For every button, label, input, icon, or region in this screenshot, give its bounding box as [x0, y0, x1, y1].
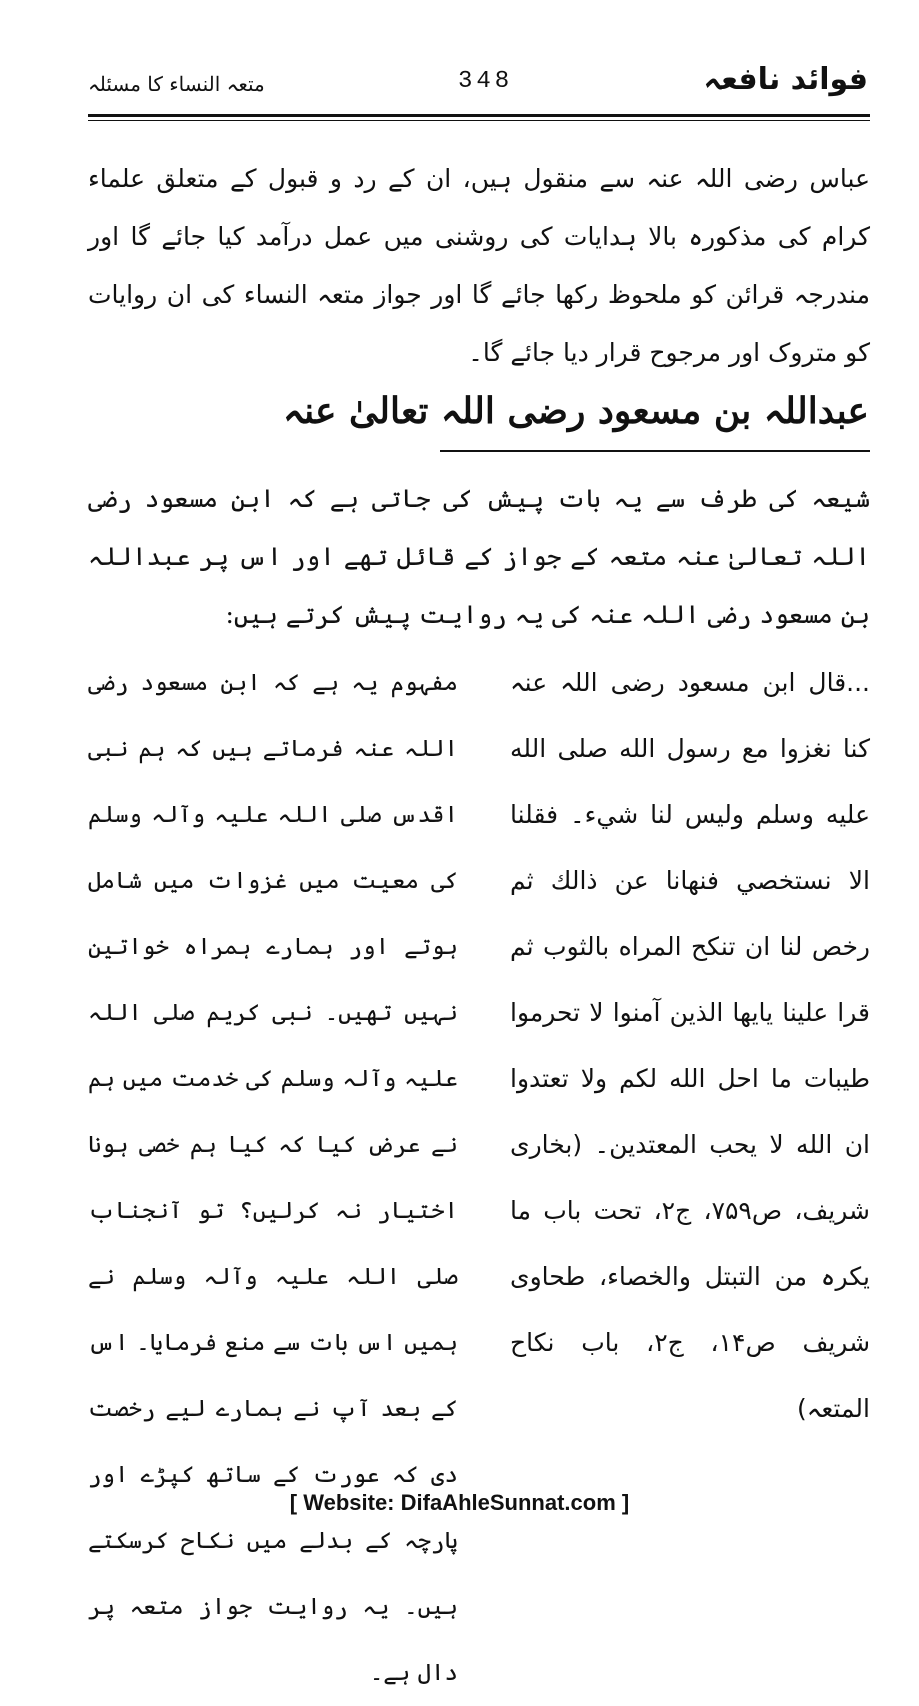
header-rule-thin: [88, 120, 870, 121]
shia-claim-paragraph: شیعہ کی طرف سے یہ بات پیش کی جاتی ہے کہ ابن مسعود رضی اللہ تعالیٰ عنہ متعہ کے جواز کے قائل تھے اور اس پر عبداللہ بن مسعود رضی اللہ عنہ کی یہ روایت پیش کرتے ہیں:: [88, 484, 870, 629]
intro-paragraph: عباس رضی اللہ عنہ سے منقول ہیں، ان کے رد و قبول کے متعلق علماء کرام کی مذکورہ بالا ہدایات کی روشنی میں عمل درآمد کیا جائے گا اور مندرجہ قرائن کو ملحوظ رکھا جائے گا اور جواز متعہ النساء کی ان روایات کو متروک اور مرجوح قرار دیا جائے گا۔: [88, 164, 870, 367]
running-title-left: متعہ النساء کا مسئلہ: [88, 72, 265, 96]
arabic-narration-column: ...قال ابن مسعود رضی اللہ عنہ کنا نغزوا مع رسول الله صلى الله عليه وسلم وليس لنا شيء۔ فقلنا الا نستخصي فنهانا عن ذالك ثم رخص لنا ان تنكح المراه بالثوب ثم قرا علينا يايها الذين آمنوا لا تحرموا طيبات ما احل الله لكم ولا تعتدوا ان الله لا يحب المعتدين۔ (بخاری شریف، ص۷۵۹، ج۲، تحت باب ما یکرہ من التبتل والخصاء، طحاوی شریف ص۱۴، ج۲، باب نکاح المتعہ): [510, 668, 871, 1423]
website-footer: [ Website: DifaAhleSunnat.com ]: [289, 1490, 630, 1515]
book-title: فوائد نافعہ: [703, 62, 868, 97]
section-heading: عبداللہ بن مسعود رضی اللہ تعالیٰ عنہ: [283, 390, 869, 432]
heading-underline: [440, 450, 870, 452]
urdu-translation-column: مفہوم یہ ہے کہ ابن مسعود رضی اللہ عنہ فرماتے ہیں کہ ہم نبی اقدس صلی اللہ علیہ وآلہ وسلم کی معیت میں غزوات میں شامل ہوتے اور ہمارے ہمراہ خواتین نہیں تھیں۔ نبی کریم صلی اللہ علیہ وآلہ وسلم کی خدمت میں ہم نے عرض کیا کہ کیا ہم خصی ہونا اختیار نہ کرلیں؟ تو آنجناب صلی اللہ علیہ وآلہ وسلم نے ہمیں اس بات سے منع فرمایا۔ اس کے بعد آپ نے ہمارے لیے رخصت دی کہ عورت کے ساتھ کپڑے اور پارچہ کے بدلے میں نکاح کرسکتے ہیں۔ یہ روایت جواز متعہ پر دال ہے۔: [88, 670, 458, 1686]
page-number: 348: [458, 68, 514, 95]
header-rule-thick: [88, 114, 870, 117]
page-header: [88, 62, 868, 114]
